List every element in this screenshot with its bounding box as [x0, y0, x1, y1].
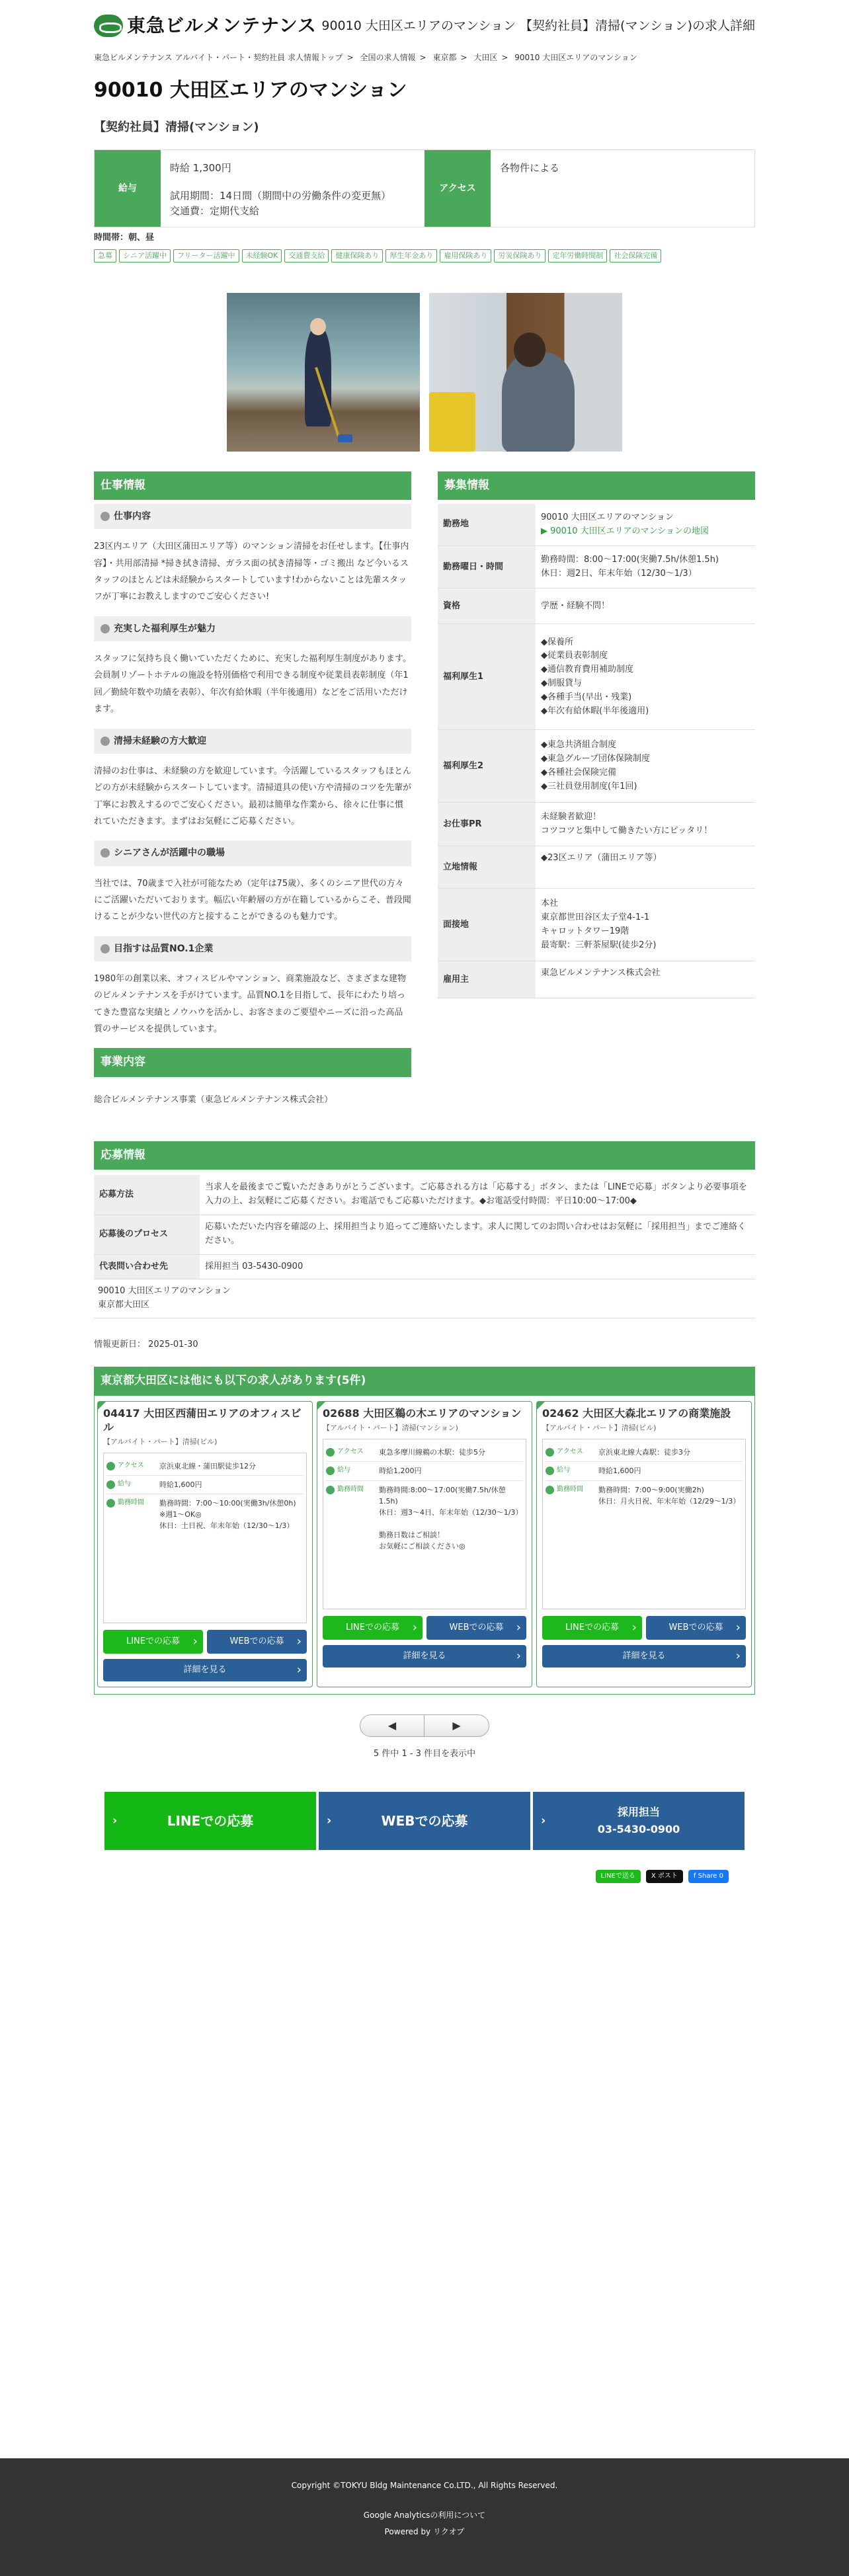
- yen-icon: [106, 1480, 115, 1489]
- row-key: 代表問い合わせ先: [94, 1254, 200, 1279]
- row-key: 立地情報: [438, 846, 536, 889]
- tag: 未経験OK: [242, 249, 282, 262]
- yen-icon: [546, 1467, 554, 1475]
- section-heading: 目指すは品質NO.1企業: [94, 936, 411, 961]
- apply-table: [94, 1175, 755, 1279]
- table-row: [94, 1215, 755, 1254]
- prev-page-button[interactable]: ◀: [360, 1714, 425, 1737]
- job-card[interactable]: [317, 1401, 532, 1687]
- table-row: [438, 588, 755, 624]
- row-value: 90010 大田区エリアのマンション ▶ 90010 大田区エリアのマンションの地図: [536, 504, 755, 546]
- job-content-text: 23区内エリア（大田区蒲田エリア等）のマンション清掃をお任せします。【仕事内容】・共用部清掃 *掃き拭き清掃、ガラス面の拭き清掃等・ゴミ搬出 など今いるスタッフのほとんどは未経験からスタートしています!わからないことは先輩スタッフが丁寧にお教えしますのでご安心ください!: [94, 542, 409, 602]
- section-text: 清掃のお仕事は、未経験の方を歓迎しています。今活躍しているスタッフもほとんどの方が未経験からスタートしています。清掃道具の使い方や清掃のコツを先輩が丁寧にお教えするのでご安心ください。最初は簡単な作業から、徐々に仕事に慣れていただきます。まずはお気軽にご応募ください。: [94, 766, 411, 826]
- row-key: 応募方法: [94, 1175, 200, 1215]
- card-title[interactable]: 02688 大田区鵜の木エリアのマンション: [323, 1407, 522, 1420]
- tag: 社会保険完備: [610, 249, 661, 262]
- analytics-link[interactable]: Google Analyticsの利用について: [363, 2511, 486, 2520]
- section-text: スタッフに気持ち良く働いていただくために、充実した福利厚生制度があります。会員制リゾートホテルの施設を特別価格で利用できる制度や従業員表彰制度（年1回／勤続年数や功績を表彰）、年次有給休暇（半年後適用）などをご活用いただけます。: [94, 654, 411, 715]
- work-info-column: [94, 471, 411, 1119]
- line-apply-button[interactable]: LINEでの応募 ›: [103, 1630, 203, 1654]
- row-value: 当求人を最後までご覧いただきありがとうございます。ご応募される方は「応募する」ボタン、または「LINEで応募」ボタンより必要事項を入力の上、お気軽にご応募ください。お電話でもご応募いただけます。◆お電話受付時間：平日10:00〜17:00◆: [200, 1175, 755, 1215]
- clock-icon: [106, 1499, 115, 1508]
- row-key: 面接地: [438, 889, 536, 961]
- table-row: [438, 961, 755, 998]
- line-apply-cta[interactable]: › LINEでの応募: [104, 1792, 316, 1850]
- section-text: 当社では、70歳まで入社が可能なため（定年は75歳）、多くのシニア世代の方々にご活躍いただいております。幅広い年齢層の方が在籍しているからこそ、普段聞けることが少ない世代の方と接することができるのも魅力です。: [94, 878, 411, 922]
- web-apply-cta[interactable]: › WEBでの応募: [319, 1792, 530, 1850]
- table-row: [94, 1254, 755, 1279]
- salary-main: 時給 1,300円: [170, 161, 231, 174]
- powered-by[interactable]: Powered by リクオプ: [384, 2527, 465, 2537]
- detail-button[interactable]: 詳細を見る ›: [542, 1645, 746, 1668]
- breadcrumb-city[interactable]: 大田区: [473, 53, 498, 62]
- bullet-icon: [101, 512, 110, 521]
- tag: シニア活躍中: [119, 249, 171, 262]
- web-apply-button[interactable]: WEBでの応募 ›: [207, 1630, 307, 1654]
- line-apply-button[interactable]: LINEでの応募 ›: [542, 1616, 642, 1640]
- table-row: [438, 546, 755, 588]
- row-value: 応募いただいた内容を確認の上、採用担当より追ってご連絡いたします。求人に関してのお問い合わせはお気軽に「採用担当」までご連絡ください。: [200, 1215, 755, 1254]
- bullet-icon: [101, 737, 110, 746]
- table-row: [438, 504, 755, 546]
- updated-date: 情報更新日： 2025-01-30: [94, 1340, 198, 1350]
- detail-button[interactable]: 詳細を見る ›: [103, 1659, 307, 1681]
- table-row: [94, 1175, 755, 1215]
- bullet-icon: [101, 944, 110, 953]
- x-post-button[interactable]: X ポスト: [646, 1870, 683, 1883]
- line-share-button[interactable]: LINEで送る: [596, 1870, 641, 1883]
- card-type: 【アルバイト・パート】清掃(マンション): [323, 1423, 458, 1432]
- card-type: 【アルバイト・パート】清掃(ビル): [542, 1423, 657, 1432]
- row-value: ◆23区エリア（蒲田エリア等）: [536, 846, 755, 889]
- apply-heading: 応募情報: [94, 1141, 755, 1170]
- tag: 雇用保険あり: [440, 249, 491, 262]
- site-footer: [0, 2458, 849, 2576]
- yen-icon: [326, 1467, 335, 1475]
- row-value: ◆東急共済組合制度 ◆東急グループ団体保険制度 ◆各種社会保険完備 ◆三社員登用制度(年1回): [536, 730, 755, 803]
- card-details: アクセス 京浜東北線・蒲田駅徒歩12分 給与 時給1,600円 勤務時間 勤務時間：7:00〜10:00(実働3h/休憩0h) ※週1〜OK◎ 休日：土日祝、年末年始（12/30〜1/3）: [103, 1453, 307, 1623]
- row-value: 東急ビルメンテナンス株式会社: [536, 961, 755, 998]
- section-text: 1980年の創業以来、オフィスビルやマンション、商業施設など、さまざまな建物のビルメンテナンスを手がけています。品質NO.1を目指して、長年にわたり培ってきた豊富な実績とノウハウを活かし、お客さまのご要望やニーズに沿った高品質のサービスを提供しています。: [94, 974, 407, 1035]
- row-value: 勤務時間：8:00〜17:00(実働7.5h/休憩1.5h) 休日：週2日、年末年始（12/30〜1/3）: [536, 546, 755, 588]
- share-buttons: [94, 1870, 755, 1883]
- section-heading: シニアさんが活躍中の職場: [94, 840, 411, 865]
- other-jobs-list: [94, 1395, 755, 1695]
- row-key: 資格: [438, 588, 536, 624]
- row-key: お仕事PR: [438, 803, 536, 846]
- job-title: 90010 大田区エリアのマンション: [94, 79, 407, 102]
- card-type: 【アルバイト・パート】清掃(ビル): [103, 1437, 218, 1446]
- result-count: 5 件中 1 - 3 件目を表示中: [373, 1749, 476, 1759]
- map-link[interactable]: ▶ 90010 大田区エリアのマンションの地図: [541, 526, 709, 536]
- job-address: 90010 大田区エリアのマンション 東京都大田区: [94, 1279, 755, 1318]
- copyright: Copyright ©TOKYU Bldg Maintenance Co.LTD., All Rights Reserved.: [291, 2481, 558, 2490]
- table-row: [438, 889, 755, 961]
- salary-note: 試用期間：14日間（期間中の労働条件の変更無）: [170, 190, 391, 202]
- bullet-icon: [101, 848, 110, 858]
- logo-text: 東急ビルメンテナンス: [127, 14, 317, 36]
- row-value: 未経験者歓迎！ コツコツと集中して働きたい方にピッタリ！: [536, 803, 755, 846]
- row-key: 雇用主: [438, 961, 536, 998]
- access-value: 各物件による: [500, 161, 560, 174]
- header-title: 90010 大田区エリアのマンション 【契約社員】清掃(マンション)の求人詳細: [321, 18, 755, 33]
- web-apply-button[interactable]: WEBでの応募 ›: [646, 1616, 746, 1640]
- recruit-info-column: [438, 471, 755, 1119]
- job-card[interactable]: [536, 1401, 752, 1687]
- tag: 定年労働時間制: [548, 249, 607, 262]
- card-title[interactable]: 02462 大田区大森北エリアの商業施設: [542, 1407, 731, 1420]
- job-card[interactable]: [97, 1401, 313, 1687]
- web-apply-button[interactable]: WEBでの応募 ›: [426, 1616, 526, 1640]
- tag: フリーター活躍中: [173, 249, 239, 262]
- train-icon: [326, 1448, 335, 1457]
- cta-bar: [94, 1792, 755, 1850]
- salary-note: 交通費：定期代支給: [170, 204, 260, 217]
- salary-cell: [161, 150, 425, 227]
- row-key: 応募後のプロセス: [94, 1215, 200, 1254]
- card-details: アクセス 京浜東北線大森駅：徒歩3分 給与 時給1,600円 勤務時間 勤務時間：7:00〜9:00(実働2h) 休日：月火日祝、年末年始（12/29〜1/3）: [542, 1439, 746, 1609]
- business-text: 総合ビルメンテナンス事業（東急ビルメンテナンス株式会社）: [94, 1094, 333, 1105]
- table-row: [438, 803, 755, 846]
- tag: 労災保険あり: [494, 249, 546, 262]
- clock-icon: [546, 1486, 554, 1494]
- job-subtitle: 【契約社員】清掃(マンション): [94, 120, 259, 135]
- photo-sweeping-worker: [227, 293, 420, 452]
- work-info-heading: 仕事情報: [94, 471, 411, 500]
- breadcrumb-current: 90010 大田区エリアのマンション: [514, 53, 637, 62]
- apply-section: [94, 1141, 755, 1318]
- detail-button[interactable]: 詳細を見る ›: [323, 1645, 526, 1668]
- photo-wiping-worker: [429, 293, 622, 452]
- row-value: 本社 東京都世田谷区太子堂4-1-1 キャロットタワー19階 最寄駅：三軒茶屋駅(徒歩2分): [536, 889, 755, 961]
- row-key: 福利厚生1: [438, 624, 536, 730]
- job-content-heading: 仕事内容: [94, 504, 411, 529]
- row-value: 学歴・経験不問！: [536, 588, 755, 624]
- recruit-info-heading: 募集情報: [438, 471, 755, 500]
- photo-gallery: [94, 293, 755, 452]
- row-key: 勤務地: [438, 504, 536, 546]
- table-row: [438, 624, 755, 730]
- section-heading: 充実した福利厚生が魅力: [94, 616, 411, 641]
- hours-band: 時間帯：朝、昼: [94, 232, 155, 243]
- train-icon: [106, 1462, 115, 1470]
- row-key: 福利厚生2: [438, 730, 536, 803]
- table-row: [438, 730, 755, 803]
- other-jobs-heading: 東京都大田区には他にも以下の求人があります(5件): [94, 1367, 755, 1395]
- salary-label: 給与: [95, 150, 161, 227]
- bullet-icon: [101, 624, 110, 633]
- logo-mark-icon: [94, 15, 123, 37]
- card-details: アクセス 東急多摩川線鵜の木駅：徒歩5分 給与 時給1,200円 勤務時間 勤務時間:8:00〜17:00(実働7.5h/休憩1.5h) 休日：週3〜4日、年末年始（12/30〜1/3） 勤務日数はご相談！ お気軽にご相談ください◎: [323, 1439, 526, 1609]
- row-value: 採用担当 03-5430-0900: [200, 1254, 755, 1279]
- breadcrumb: 東急ビルメンテナンス アルバイト・パート・契約社員 求人情報トップ > 全国の求人情報 > 東京都 > 大田区 > 90010 大田区エリアのマンション: [94, 53, 637, 62]
- site-header: [94, 0, 755, 52]
- next-page-button[interactable]: ▶: [425, 1714, 489, 1737]
- table-row: [438, 846, 755, 889]
- phone-cta[interactable]: › 採用担当 03-5430-0900: [533, 1792, 745, 1850]
- access-label: アクセス: [425, 150, 491, 227]
- train-icon: [546, 1448, 554, 1457]
- pagination: [94, 1714, 755, 1737]
- facebook-share-button[interactable]: f Share 0: [688, 1870, 729, 1883]
- recruit-table: [438, 504, 755, 999]
- tag: 厚生年金あり: [385, 249, 437, 262]
- card-title[interactable]: 04417 大田区西蒲田エリアのオフィスビル: [103, 1407, 302, 1433]
- tag: 交通費支給: [284, 249, 329, 262]
- row-value: ◆保養所 ◆従業員表彰制度 ◆通信教育費用補助制度 ◆制服貸与 ◆各種手当(早出・残業) ◆年次有給休暇(半年後適用): [536, 624, 755, 730]
- company-logo[interactable]: [94, 11, 317, 41]
- line-apply-button[interactable]: LINEでの応募 ›: [323, 1616, 423, 1640]
- tag: 健康保険あり: [331, 249, 383, 262]
- business-heading: 事業内容: [94, 1048, 411, 1076]
- clock-icon: [326, 1486, 335, 1494]
- row-key: 勤務曜日・時間: [438, 546, 536, 588]
- breadcrumb-all[interactable]: 全国の求人情報: [360, 53, 416, 62]
- job-summary: [94, 149, 755, 227]
- breadcrumb-top[interactable]: 東急ビルメンテナンス アルバイト・パート・契約社員 求人情報トップ: [94, 53, 343, 62]
- breadcrumb-pref[interactable]: 東京都: [432, 53, 457, 62]
- section-heading: 清掃未経験の方大歓迎: [94, 729, 411, 754]
- tag-list: [94, 249, 755, 262]
- tag: 急募: [94, 249, 116, 262]
